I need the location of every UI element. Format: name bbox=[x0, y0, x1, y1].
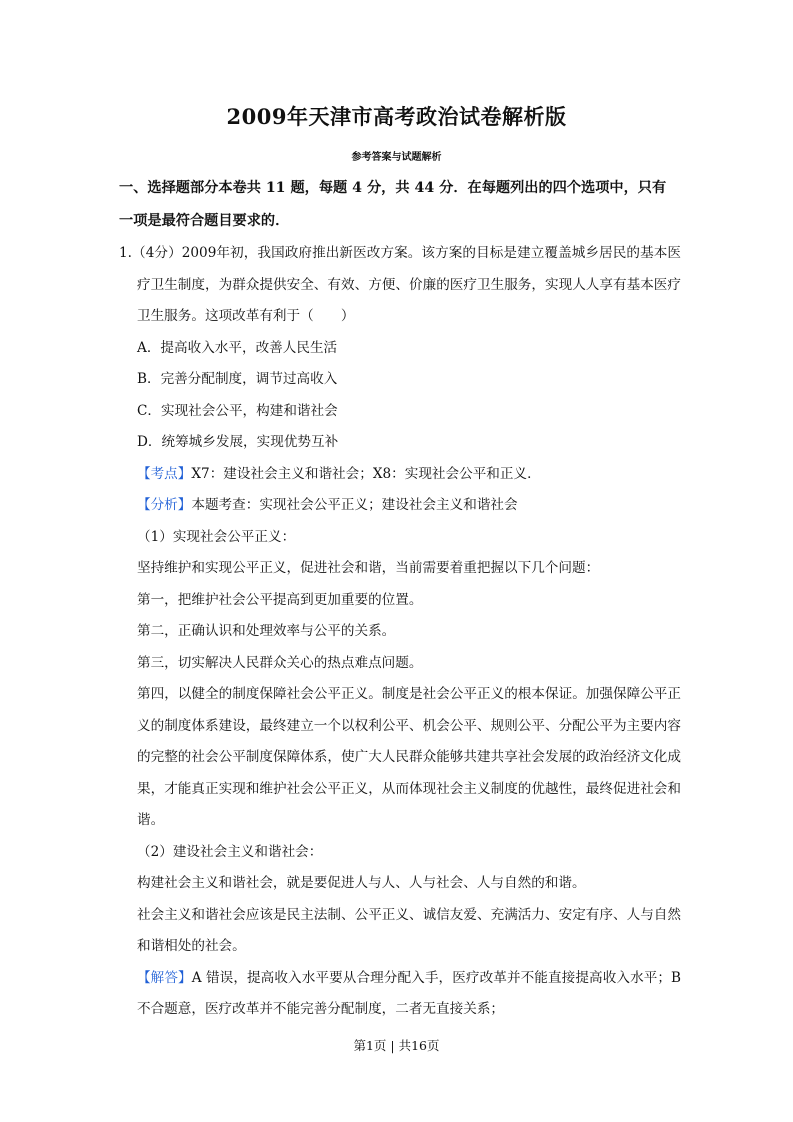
option-b: B．完善分配制度，调节过高收入 bbox=[137, 371, 338, 387]
jieda-text: A 错误，提高收入水平要从合理分配入手，医疗改革并不能直接提高收入水平；B 不合题意，医疗改革并不能完善分配制度，二者无直接关系； bbox=[137, 969, 682, 1017]
question-stem: 1.（4分）2009年初，我国政府推出新医改方案。该方案的目标是建立覆盖城乡居民的基本医疗卫生制度，为群众提供安全、有效、方便、价廉的医疗卫生服务，实现人人享有基本医疗卫生服务。这项改革有利于（ ） bbox=[119, 245, 681, 324]
part1-title: （1）实现社会公平正义： bbox=[137, 528, 296, 545]
jieda-line bbox=[119, 963, 681, 1026]
fenxi-line bbox=[119, 490, 681, 522]
option-a: A．提高收入水平，改善人民生活 bbox=[137, 339, 338, 356]
part2-title: （2）建设社会主义和谐社会： bbox=[137, 843, 323, 860]
jieda-tag: 【解答】 bbox=[137, 969, 192, 986]
kaodian-tag: 【考点】 bbox=[137, 465, 192, 482]
page-footer: 第1页 | 共16页 bbox=[353, 1038, 440, 1053]
part1-line: 第四，以健全的制度保障社会公平正义。制度是社会公平正义的根本保证。加强保障公平正义的制度体系建设，最终建立一个以权利公平、机会公平、规则公平、分配公平为主要内容的完整的社会公平制度保障体系，使广大人民群众能够共建共享社会发展的政治经济文化成果，才能真正实现和维护社会公平正义，从而体现社会主义制度的优越性，最终促进社会和谐。 bbox=[137, 686, 681, 828]
part1-line: 坚持维护和实现公平正义，促进社会和谐，当前需要着重把握以下几个问题： bbox=[137, 560, 600, 576]
part1-line: 第二，正确认识和处理效率与公平的关系。 bbox=[137, 623, 396, 639]
section-heading: 一、选择题部分本卷共 11 题，每题 4 分，共 44 分．在每题列出的四个选项中，只有一项是最符合题目要求的． bbox=[119, 180, 667, 229]
part2-line: 构建社会主义和谐社会，就是要促进人与人、人与社会、人与自然的和谐。 bbox=[137, 875, 586, 891]
option-d: D．统筹城乡发展，实现优势互补 bbox=[137, 434, 339, 450]
kaodian-text: X7：建设社会主义和谐社会；X8：实现社会公平和正义． bbox=[191, 465, 541, 482]
page-subtitle: 参考答案与试题解析 bbox=[351, 152, 442, 163]
fenxi-text: 本题考查：实现社会公平正义；建设社会主义和谐社会 bbox=[191, 497, 518, 513]
page-title: 2009年天津市高考政治试卷解析版 bbox=[226, 104, 567, 129]
fenxi-tag: 【分析】 bbox=[137, 497, 192, 513]
option-c: C．实现社会公平，构建和谐社会 bbox=[137, 402, 338, 419]
question-1 bbox=[119, 238, 681, 1026]
part1-line: 第三，切实解决人民群众关心的热点难点问题。 bbox=[137, 654, 423, 671]
part1-line: 第一，把维护社会公平提高到更加重要的位置。 bbox=[137, 591, 423, 608]
kaodian-line bbox=[119, 459, 681, 491]
part2-line: 社会主义和谐社会应该是民主法制、公平正义、诚信友爱、充满活力、安定有序、人与自然和谐相处的社会。 bbox=[137, 906, 681, 954]
